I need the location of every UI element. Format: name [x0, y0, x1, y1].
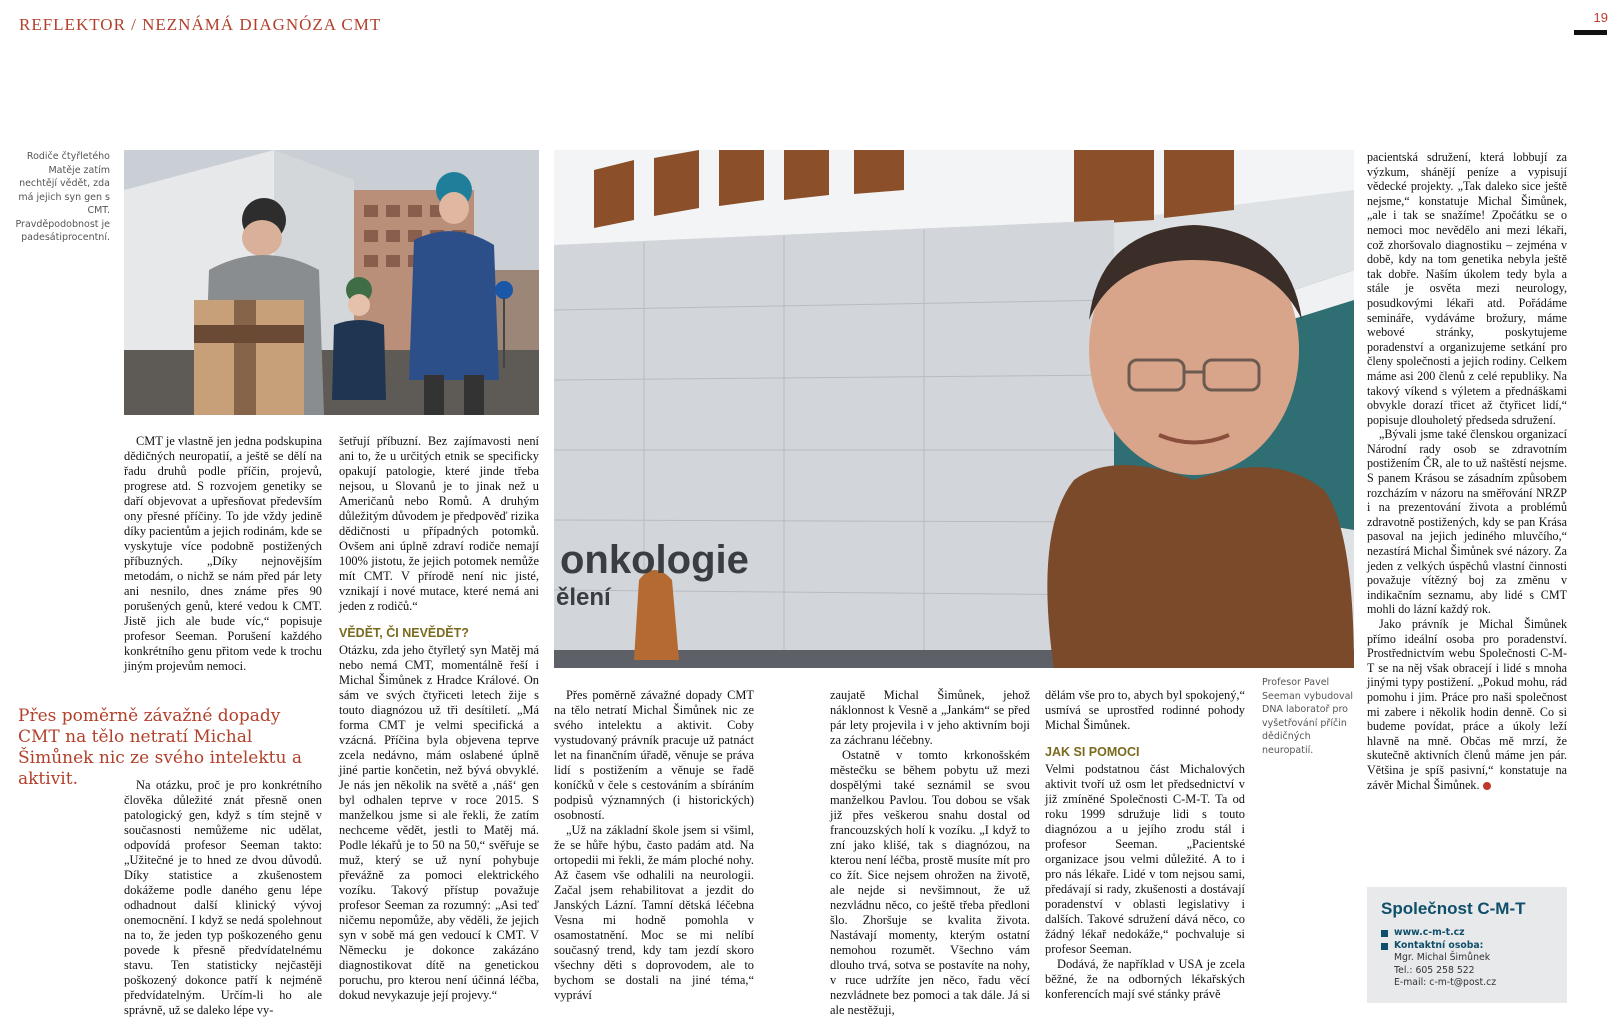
infobox-web-link[interactable]: www.c-m-t.cz: [1381, 927, 1563, 940]
paragraph: Otázku, zda jeho čtyřletý syn Matěj má nebo nemá CMT, momentálně řeší i Michal Šimůnek z Hradce Králové. On sám ve svých čtyřiceti letech žije s touto diagnózou už tři desítiletí. „Má forma CMT je velmi specifická a vzácná. Příčina byla objevena teprve zcela nedávno, mám oslabené úplně jiné partie končetin, než bývá obvyklé. Je nás jen několik na světě a ‚náš‘ gen byl odhalen teprve v roce 2015. S manželkou jsme si ale řekli, že zatím nechceme vědět, jestli to Matěj má. Podle lékařů je to 50 na 50,“ svěřuje se muž, který se už nyní pohybuje převážně za pomoci elektrického vozíku. Takový přístup považuje profesor Seeman za rozumný: „Asi teď ničemu nepomůže, aby věděli, že jejich syn v sobě má gen vedoucí k CMT. V Německu je dokonce zakázáno diagnostikovat dítě na genetickou poruchu, pro kterou není účinná léčba, dokud nevykazuje její projevy.“: [339, 643, 539, 1002]
infobox-cmt-society: [1367, 887, 1567, 1003]
paragraph: zaujatě Michal Šimůnek, jehož náklonnost k Vesně a „Jankám“ se před pár lety projevila i v jeho aktivním boji za záchranu léčebny.: [830, 688, 1030, 747]
section-heading: JAK SI POMOCI: [1045, 745, 1140, 759]
article-column-1-top: [124, 434, 322, 674]
infobox-email[interactable]: E-mail: c-m-t@post.cz: [1394, 977, 1497, 988]
paragraph: CMT je vlastně jen jedna podskupina dědičných neuropatií, a ještě se dělí na řadu druhů podle příčin, projevů, progrese atd. S rozvojem genetiky se daří objevovat a upřesňovat především ony přesné příčiny. To jde vždy jedině díky pacientům a jejich rodinám, kde se vyskytuje více podobně postižených příbuzných. „Díky nejnovějším metodám, o nichž se nám před pár lety ani nesnilo, dnes známe přes 90 porušených genů, které vedou k CMT. Jistě jich ale bude víc,“ popisuje profesor Seeman. Porušení každého konkrétního genu přitom vede k trochu jiným projevům nemoci.: [124, 434, 322, 673]
section-header: REFLEKTOR / NEZNÁMÁ DIAGNÓZA CMT: [19, 15, 382, 34]
paragraph: Přes poměrně závažné dopady CMT na tělo netratí Michal Šimůnek nic ze svého intelektu a aktivit. Coby vystudovaný právník pracuje už patnáct let na finančním úřadě, věnuje se práva lidí s postižením a věnuje se řadě koníčků v čele s cestováním a sbíráním podpisů významných (i historických) osobností.: [554, 688, 754, 822]
article-column-4: [830, 688, 1030, 1018]
paragraph: Dodává, že například v USA je zcela běžné, že na odborných lékařských konferencích mají své stánky právě: [1045, 957, 1245, 1001]
paragraph: šetřují příbuzní. Bez zajímavosti není ani to, že u určitých etnik se specificky opakují patologie, které jinde třeba nejsou, u Slovanů je to jinak než u Američanů nebo Romů. A druhým důležitým důvodem je předpověď rizika dědičnosti u případných potomků. Ovšem ani úplně zdraví rodiče nemají 100% jistotu, že jejich potomek nemůže mít CMT. V přírodě není nic jisté, vznikají i nové mutace, které nemá ani jeden z rodičů.“: [339, 434, 539, 613]
paragraph-text: Jako právník je Michal Šimůnek přímo ideální osoba pro poradenství. Prostřednictvím webu Společnosti C-M-T se na něj však obracejí i lidé s mnoha jinými typy postižení. „Pokud mohu, rád pomohu i jim. Práce pro naši společnost mi zabere i několik hodin denně. Co si budeme povídat, práce a úkoly leží hlavně na mně. Občas mě mrzí, že skutečně aktivních členů máme jen pár. Většina je spíš pasivní,“ konstatuje na závěr Michal Šimůnek.: [1367, 617, 1567, 792]
photo-caption-family: Rodiče čtyřletého Matěje zatím nechtějí vědět, zda má jejich syn gen s CMT. Pravděpodobnost je padesátiprocentní.: [15, 151, 110, 243]
infobox-title: Společnost C-M-T: [1381, 899, 1526, 918]
infobox-list: [1381, 927, 1563, 990]
page-number-rule: [1574, 30, 1607, 35]
photo-professor: [554, 150, 1354, 668]
pull-quote: Přes poměrně závažné dopady CMT na tělo netratí Michal Šimůnek nic ze svého intelektu a aktivit.: [18, 706, 302, 789]
photo-family: [124, 150, 539, 415]
sign-onkologie: onkologie: [560, 538, 749, 582]
paragraph: Na otázku, proč je pro konkrétního člověka důležité znát přesně onen patologický gen, když s tím stejně v současnosti nemůžeme nic udělat, odpovídá profesor Seeman takto: „Užitečné je to hned ze dvou důvodů. Díky statistice a zkušenostem dokážeme podle daného genu lépe odhadnout další klinický vývoj onemocnění. I když se nedá spolehnout na to, že jeden typ poškozeného genu povede k přesně předvídatelnému stavu. Ten statisticky nejčastěji poškozený dokonce patří k nejméně předvídatelným. Určím-li ho ale správně, už se daleko lépe vy-: [124, 778, 322, 1017]
infobox-contact-label: Kontaktní osoba:: [1381, 940, 1563, 953]
paragraph: Ostatně v tomto krkonošském městečku se během pobytu už mezi dospělými také seznámil se svou manželkou Pavlou. Tou dobou se však již přes veškerou snahu dostal od francouzských holí k vozíku. „I když to zní jako klišé, tak s diagnózou, na kterou není léčba, prostě musíte mít pro co žít. Sice nejsem ohrožen na životě, ale nejde si nevšimnout, že už nezvládnu něco, co ještě třeba předloni šlo. Zhoršuje se kvalita života. Nastávají momenty, kterým ostatní nemohou rozumět. Všechno vám dlouho trvá, sotva se postavíte na nohy, v ruce udržíte jen něco, řadu věcí nezvládnete bez pomoci a tak dále. Já si ale nestěžuji,: [830, 748, 1030, 1017]
article-column-3: [554, 688, 754, 1003]
photo-caption-professor: Profesor Pavel Seeman vybudoval DNA laboratoř pro vyšetřování příčin dědičných neuropatií.: [1262, 677, 1354, 756]
infobox-contact-name: Mgr. Michal Šimůnek: [1394, 952, 1491, 963]
end-of-article-icon: [1483, 782, 1491, 790]
photo-family-illustration: [124, 150, 539, 415]
paragraph: dělám vše pro to, abych byl spokojený,“ usmívá se uprostřed rodinné pohody Michal Šimůnek.: [1045, 688, 1245, 732]
sign-oddeleni: ělení: [556, 584, 611, 611]
article-column-6: [1367, 150, 1567, 792]
article-column-5: [1045, 688, 1245, 1002]
article-column-2: [339, 434, 539, 1003]
paragraph: „Už na základní škole jsem si všiml, že se hůře hýbu, často padám atd. Na ortopedii mi řekli, že mám ploché nohy. Až časem vše odhalili na neurologii. Začal jsem rehabilitovat a jezdit do Janských Lázní. Tamní dětská léčebna Vesna mi hodně pomohla v osamostatnění. Moc se mi nelíbí současný trend, kdy tam jezdí skoro všechny děti s doprovodem, ale to bychom se dostali na jiné téma,“ vypráví: [554, 823, 754, 1002]
paragraph: [1367, 617, 1567, 792]
infobox-phone: Tel.: 605 258 522: [1394, 964, 1475, 976]
paragraph: Velmi podstatnou část Michalových aktivit tvoří už osm let předsednictví v již zmíněné Společnosti C-M-T. Ta od roku 1999 sdružuje lidi s touto diagnózou a u jejího zrodu stál i profesor Seeman. „Pacientské organizace jsou velmi důležité. A to i pro nás lékaře. Lidé v tom nejsou sami, předávají si rady, zkušenosti a dostávají poradenství v oblasti legislativy i dalších. Takové sdružení dává něco, co žádný lékař nedokáže,“ pochvaluje si profesor Seeman.: [1045, 762, 1245, 956]
paragraph: pacientská sdružení, která lobbují za výzkum, shánějí peníze a vypisují vědecké projekty. „Tak daleko sice ještě nejsme,“ konstatuje Michal Šimůnek, „ale i tak se snažíme! Zpočátku se o nemoci moc nevědělo ani mezi lékaři, což zhoršovalo diagnostiku – zejména v době, kdy na tom genetika nebyla ještě tak dobře. Naším úkolem tedy byla a stále je osvěta mezi neurology, posudkovými lékaři atd. Pořádáme semináře, vydáváme brožury, máme webové stránky, poskytujeme poradenství a organizujeme setkání pro členy společnosti a jejich rodiny. Celkem máme asi 200 členů z celé republiky. Na takový víkend s výletem a přednáškami obvykle dorazí třicet až čtyřicet lidí,“ popisuje dlouholetý předseda sdružení.: [1367, 150, 1567, 427]
page-number: 19: [1593, 10, 1608, 25]
paragraph: „Bývali jsme také členskou organizací Národní rady osob se zdravotním postižením ČR, ale to už naštěstí nejsme. S panem Krásou se zásadním způsobem rozcházím v názoru na směřování NRZP i na prezentování života a problémů zdravotně postižených, kdy se pan Krása pasoval na jejich jediného mluvčího,“ nezastírá Michal Šimůnek své názory. Za jeden z velkých úspěchů vlastní činnosti považuje vítězný boj za změnu v indikačním seznamu, aby lidé s CMT mohli do lázní každý rok.: [1367, 427, 1567, 617]
photo-professor-illustration: [554, 150, 1354, 668]
article-column-1-bottom: [124, 778, 322, 1018]
section-heading: VĚDĚT, ČI NEVĚDĚT?: [339, 626, 469, 640]
